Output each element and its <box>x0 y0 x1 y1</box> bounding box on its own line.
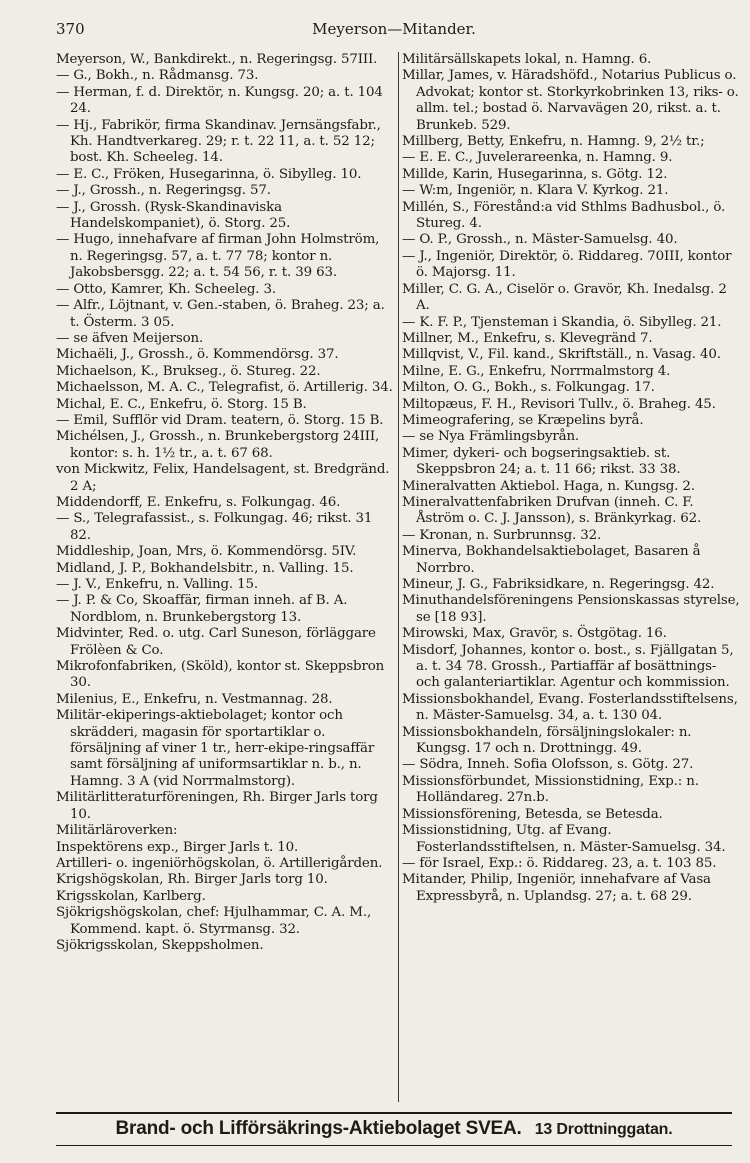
directory-entry: — G., Bokh., n. Rådmansg. 73. <box>56 68 259 84</box>
directory-entry: — S., Telegrafassist., s. Folkungag. 46; rikst. 31 82. <box>56 511 373 543</box>
directory-entry: Missionstidning, Utg. af Evang. Fosterlandsstiftelsen, n. Mäster-Samuelsg. 34. <box>402 823 726 855</box>
directory-entry: Milenius, E., Enkefru, n. Vestmannag. 28. <box>56 691 333 707</box>
directory-entry: Missionsbokhandel, Evang. Fosterlandsstiftelsens, n. Mäster-Samuelsg. 34, a. t. 130 04. <box>402 691 738 724</box>
directory-entry: — J. P. & Co, Skoaffär, firman inneh. af B. A. Nordblom, n. Brunkebergstorg 13. <box>56 593 348 625</box>
directory-entry: — K. F. P., Tjensteman i Skandia, ö. Sibylleg. 21. <box>402 314 722 330</box>
directory-entry: Militärläroverken: <box>56 823 178 839</box>
directory-entry: — O. P., Grossh., n. Mäster-Samuelsg. 40. <box>402 232 678 248</box>
directory-entry: Mitander, Philip, Ingeniör, innehafvare af Vasa Expressbyrå, n. Uplandsg. 27; a. t. 68 29. <box>402 872 711 904</box>
directory-entry: Artilleri- o. ingeniörhögskolan, ö. Artillerigården. <box>56 855 383 871</box>
directory-entry: Mineralvatten Aktiebol. Haga, n. Kungsg. 2. <box>402 478 695 494</box>
directory-entry: Miltopæus, F. H., Revisori Tullv., ö. Braheg. 45. <box>402 396 716 412</box>
directory-entry: Meyerson, W., Bankdirekt., n. Regeringsg. 57III. <box>56 52 378 67</box>
directory-entry: Middleship, Joan, Mrs, ö. Kommendörsg. 5IV. <box>56 544 357 560</box>
columns <box>56 52 740 1092</box>
directory-entry: Inspektörens exp., Birger Jarls t. 10. <box>56 839 299 855</box>
directory-entry: — se Nya Främlingsbyrån. <box>402 429 580 445</box>
directory-entry: Minuthandelsföreningens Pensionskassas styrelse, se [18 93]. <box>402 593 740 625</box>
directory-entry: Militär-ekiperings-aktiebolaget; kontor och skrädderi, magasin för sportartiklar o. försäljning af viner 1 tr., herr-ekipe-ringsaffär samt försäljning af uniformsartiklar n. b., n. Hamng. 3 A (vid Norrmalmstorg). <box>56 708 375 789</box>
directory-entry: Mimer, dykeri- och bogseringsaktieb. st. Skeppsbron 24; a. t. 11 66; rikst. 33 38. <box>402 445 681 478</box>
directory-entry: — Otto, Kamrer, Kh. Scheeleg. 3. <box>56 281 276 297</box>
directory-entry: Militärlitteraturföreningen, Rh. Birger Jarls torg 10. <box>56 790 378 822</box>
footer-text: Brand- och Lifförsäkrings-Aktiebolaget SVEA. <box>115 1118 522 1139</box>
directory-entry: — E. E. C., Juvelerareenka, n. Hamng. 9. <box>402 150 673 166</box>
page-number: 370 <box>56 20 85 38</box>
directory-entry: Mineralvattenfabriken Drufvan (inneh. C. F. Åström o. C. J. Jansson), s. Bränkyrkag. 62. <box>402 494 702 527</box>
directory-entry: Millar, James, v. Häradshöfd., Notarius Publicus o. Advokat; kontor st. Storkyrkobrinken 13, riks- o. allm. tel.; bostad ö. Narvavägen 20, rikst. a. t. Brunkeb. 529. <box>402 68 739 133</box>
directory-entry: Michélsen, J., Grossh., n. Brunkebergstorg 24III, kontor: s. h. 1½ tr., a. t. 67 68. <box>56 429 380 461</box>
directory-entry: Missionsförening, Betesda, se Betesda. <box>402 806 663 822</box>
left-column <box>56 52 394 954</box>
directory-entry: Midvinter, Red. o. utg. Carl Suneson, förläggare Frölèen & Co. <box>56 626 376 658</box>
directory-entry: Sjökrigsskolan, Skeppsholmen. <box>56 937 264 953</box>
directory-entry: Milne, E. G., Enkefru, Norrmalmstorg 4. <box>402 363 671 379</box>
directory-entry: Millberg, Betty, Enkefru, n. Hamng. 9, 2½ tr.; <box>402 134 705 150</box>
footer-address: 13 Drottninggatan. <box>534 1121 673 1138</box>
page-header <box>56 18 732 42</box>
directory-entry: — Kronan, n. Surbrunnsg. 32. <box>402 527 602 543</box>
directory-entry: Miller, C. G. A., Ciselör o. Gravör, Kh. Inedalsg. 2 A. <box>402 281 727 314</box>
directory-entry: Millqvist, V., Fil. kand., Skriftställ., n. Vasag. 40. <box>402 347 721 363</box>
directory-entry: Krigsskolan, Karlberg. <box>56 888 206 904</box>
directory-entry: — Emil, Sufflör vid Dram. teatern, ö. Storg. 15 B. <box>56 412 384 428</box>
directory-entry: Millén, S., Förestånd:a vid Sthlms Badhusbol., ö. Stureg. 4. <box>402 199 726 232</box>
directory-entry: Michaelsson, M. A. C., Telegrafist, ö. Artillerig. 34. <box>56 380 393 396</box>
directory-entry: Millner, M., Enkefru, s. Klevegränd 7. <box>402 330 653 346</box>
directory-entry: — J. V., Enkefru, n. Valling. 15. <box>56 577 258 592</box>
directory-entry: — Alfr., Löjtnant, v. Gen.-staben, ö. Braheg. 23; a. t. Österm. 3 05. <box>56 298 385 330</box>
directory-entry: Mirowski, Max, Gravör, s. Östgötag. 16. <box>402 626 667 642</box>
directory-entry: Michal, E. C., Enkefru, ö. Storg. 15 B. <box>56 396 307 412</box>
directory-entry: — Södra, Inneh. Sofia Olofsson, s. Götg. 27. <box>402 757 694 773</box>
directory-entry: Mikrofonfabriken, (Sköld), kontor st. Skeppsbron 30. <box>56 659 385 691</box>
right-column <box>402 52 740 905</box>
directory-entry: Minerva, Bokhandelsaktiebolaget, Basaren å Norrbro. <box>402 544 701 576</box>
directory-entry: — E. C., Fröken, Husegarinna, ö. Sibylleg. 10. <box>56 166 362 182</box>
directory-entry: Sjökrigshögskolan, chef: Hjulhammar, C. A. M., Kommend. kapt. ö. Styrmansg. 32. <box>56 905 372 937</box>
directory-entry: Mineur, J. G., Fabriksidkare, n. Regeringsg. 42. <box>402 577 715 592</box>
directory-entry: Middendorff, E. Enkefru, s. Folkungag. 46. <box>56 494 341 510</box>
directory-entry: Mimeografering, se Kræpelins byrå. <box>402 412 644 428</box>
directory-entry: Midland, J. P., Bokhandelsbitr., n. Valling. 15. <box>56 560 354 576</box>
directory-entry: — J., Grossh. (Rysk-Skandinaviska Handelskompaniet), ö. Storg. 25. <box>56 199 291 232</box>
footer-rule-top <box>56 1112 732 1114</box>
directory-entry: von Mickwitz, Felix, Handelsagent, st. Bredgränd. 2 A; <box>56 462 390 494</box>
directory-entry: Michaelson, K., Brukseg., ö. Stureg. 22. <box>56 363 321 379</box>
directory-entry: Missionsförbundet, Missionstidning, Exp.: n. Holländareg. 27n.b. <box>402 773 699 806</box>
directory-entry: — J., Ingeniör, Direktör, ö. Riddareg. 70III, kontor ö. Majorsg. 11. <box>402 248 732 281</box>
directory-entry: — Herman, f. d. Direktör, n. Kungsg. 20; a. t. 104 24. <box>56 84 383 117</box>
directory-entry: — Hugo, innehafvare af firman John Holmström, n. Regeringsg. 57, a. t. 77 78; kontor n. Jakobsbersgg. 22; a. t. 54 56, r. t. 39 63. <box>56 232 380 281</box>
directory-entry: Milton, O. G., Bokh., s. Folkungag. 17. <box>402 380 655 396</box>
directory-entry: Misdorf, Johannes, kontor o. bost., s. Fjällgatan 5, a. t. 34 78. Grossh., Partiaffär af bosättnings- och galanteriartiklar. Agentur och kommission. <box>402 642 734 691</box>
directory-entry: Krigshögskolan, Rh. Birger Jarls torg 10. <box>56 872 328 888</box>
footer-rule-bottom <box>56 1145 732 1146</box>
directory-entry: Missionsbokhandeln, försäljningslokaler: n. Kungsg. 17 och n. Drottningg. 49. <box>402 724 692 757</box>
directory-entry: — se äfven Meijerson. <box>56 330 204 346</box>
directory-entry: — för Israel, Exp.: ö. Riddareg. 23, a. t. 103 85. <box>402 855 717 871</box>
footer-advertisement <box>56 1118 732 1140</box>
running-head: Meyerson—Mitander. <box>312 20 476 38</box>
directory-entry: Millde, Karin, Husegarinna, s. Götg. 12. <box>402 166 668 182</box>
directory-entry: — J., Grossh., n. Regeringsg. 57. <box>56 183 271 199</box>
directory-entry: Michaëli, J., Grossh., ö. Kommendörsg. 37. <box>56 347 339 363</box>
directory-entry: Militärsällskapets lokal, n. Hamng. 6. <box>402 52 652 67</box>
directory-entry: — Hj., Fabrikör, firma Skandinav. Jernsängsfabr., Kh. Handtverkareg. 29; r. t. 22 11, a. t. 52 12; bost. Kh. Scheeleg. 14. <box>56 117 381 166</box>
directory-entry: — W:m, Ingeniör, n. Klara V. Kyrkog. 21. <box>402 183 669 199</box>
